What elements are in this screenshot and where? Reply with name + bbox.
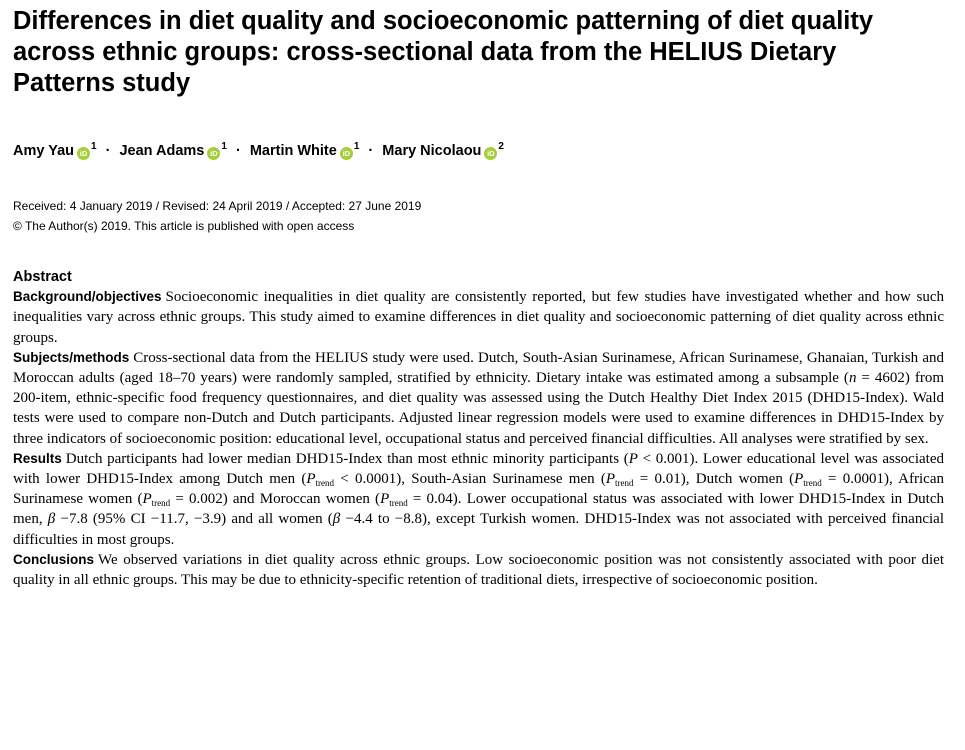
section-text: ) from 200-item, ethnic-specific food frequency questionnaires, and diet quality was assessed using the Dutch Healthy Diet Index 2015 (DHD15-Index). Wald tests were used to compare non-Dutch and Dutch participants. Adjusted linear regression models were used to examine differences in DHD15-Index by three indicators of socioeconomic position: educational level, occupational status and perceived financial difficulties. All analyses were stratified by sex.: [13, 370, 944, 447]
orcid-icon[interactable]: iD: [484, 147, 497, 160]
trend-subscript: trend: [151, 498, 171, 509]
beta-symbol: β: [47, 511, 56, 528]
affiliation-marker: 1: [91, 141, 97, 152]
section-label: Subjects/methods: [13, 349, 130, 365]
section-text: = 0.04). Lower occupational status was associated with lower DHD15-Index in Dutch men,: [13, 491, 945, 528]
author-name[interactable]: Mary Nicolaou: [382, 143, 482, 159]
affiliation-marker: 2: [498, 141, 504, 152]
author-separator: ·: [368, 143, 374, 159]
p-symbol: P: [306, 471, 316, 488]
author-separator: ·: [235, 143, 241, 159]
article-dates: Received: 4 January 2019 / Revised: 24 April 2019 / Accepted: 27 June 2019: [13, 199, 422, 213]
trend-subscript: trend: [615, 478, 634, 489]
section-text: −4.4 to −8.8), except Turkish women. DHD15-Index was not associated with perceived financial difficulties in most groups.: [13, 511, 944, 548]
section-text: = 0.002) and Moroccan women (: [170, 491, 381, 508]
section-text: = 0.0001), African Surinamese women (: [13, 471, 944, 508]
orcid-icon[interactable]: iD: [207, 147, 220, 160]
abstract-background: [13, 287, 944, 348]
section-text: Socioeconomic inequalities in diet quality are consistently reported, but few studies have investigated whether and how such inequalities vary across ethnic groups. This study aimed to examine differences in diet quality and socioeconomic patterning of diet quality across ethnic groups.: [13, 289, 944, 346]
section-text: We observed variations in diet quality across ethnic groups. Low socioeconomic position was not consistently associated with poor diet quality in all ethnic groups. This may be due to ethnicity-specific retention of traditional diets, irrespective of socioeconomic position.: [13, 551, 944, 589]
orcid-icon[interactable]: iD: [340, 147, 353, 160]
p-symbol: P: [380, 491, 390, 508]
abstract-heading: Abstract: [13, 269, 72, 285]
section-text: = 0.01), Dutch women (: [633, 471, 795, 488]
author-name[interactable]: Amy Yau: [13, 143, 74, 159]
affiliation-marker: 1: [353, 141, 360, 152]
section-text: Cross-sectional data from the HELIUS study were used. Dutch, South-Asian Surinamese, African Surinamese, Ghanaian, Turkish and Moroccan adults (aged 18–70 years) were randomly sampled, stratified by ethnicity. Dietary intake was estimated among a subsample (: [13, 349, 944, 387]
section-label: Results: [13, 450, 62, 466]
affiliation-marker: 1: [221, 141, 227, 152]
trend-subscript: trend: [389, 498, 408, 509]
abstract-results: [13, 449, 944, 550]
orcid-icon[interactable]: iD: [77, 147, 90, 160]
author-list: [13, 141, 913, 161]
abstract-methods: [13, 348, 944, 449]
section-text: < 0.0001), South-Asian Surinamese men (: [334, 471, 606, 488]
section-text: Dutch participants had lower median DHD15-Index than most ethnic minority participants (: [65, 450, 629, 467]
n-symbol: n: [848, 370, 857, 387]
p-symbol: P: [794, 471, 804, 488]
author-name[interactable]: Jean Adams: [119, 143, 205, 159]
trend-subscript: trend: [315, 478, 335, 489]
article-metadata: [13, 196, 913, 236]
abstract: [13, 267, 944, 590]
article-license: © The Author(s) 2019. This article is published with open access: [13, 219, 355, 233]
section-label: Conclusions: [13, 551, 95, 567]
section-text: < 0.001). Lower educational level was associated with lower DHD15-Index among Dutch men (: [13, 450, 944, 488]
article-title: Differences in diet quality and socioeconomic patterning of diet quality across ethnic groups: cross-sectional data from the HELIUS Dietary Patterns study: [13, 7, 874, 97]
author-separator: ·: [105, 143, 111, 159]
beta-symbol: β: [332, 511, 341, 528]
p-symbol: P: [628, 450, 638, 467]
author-name[interactable]: Martin White: [249, 143, 337, 159]
section-text: −7.8 (95% CI −11.7, −3.9) and all women (: [55, 511, 333, 528]
section-label: Background/objectives: [13, 289, 162, 305]
trend-subscript: trend: [803, 478, 822, 489]
n-value: = 4602: [856, 370, 905, 387]
p-symbol: P: [605, 471, 616, 488]
abstract-conclusions: [13, 550, 944, 590]
p-symbol: P: [142, 491, 152, 508]
